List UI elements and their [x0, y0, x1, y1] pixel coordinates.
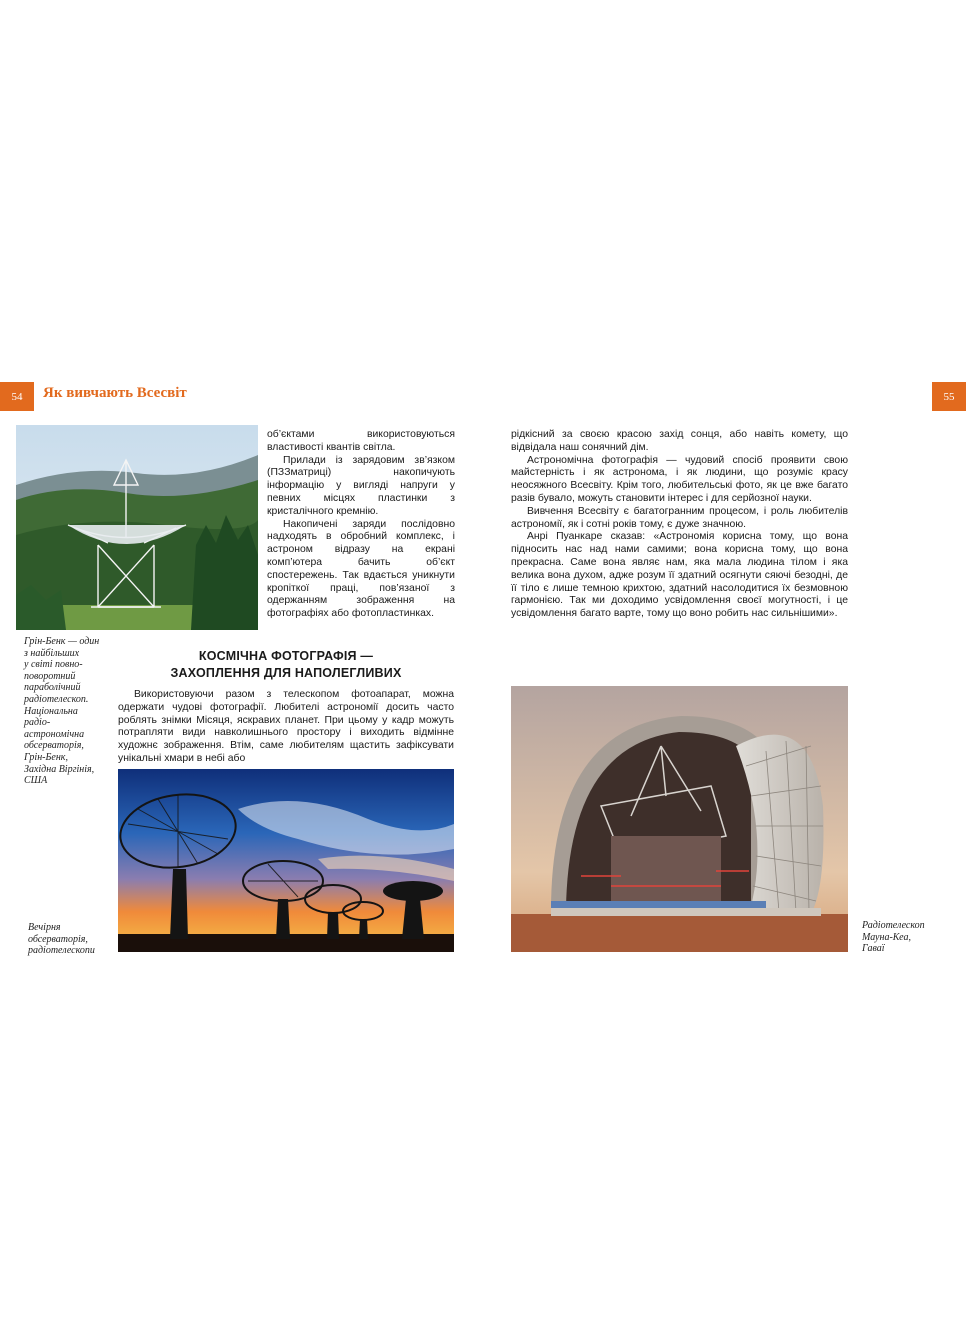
caption-line: Гаваї	[862, 943, 885, 955]
caption-line: Вечірня	[28, 922, 61, 933]
mauna-kea-telescope-photo	[511, 686, 848, 952]
caption-line: параболічний	[24, 682, 81, 694]
caption-evening	[28, 922, 118, 957]
caption-line: Грін-Бенк — один	[24, 636, 100, 647]
paragraph: Накопичені заряди послідовно надходять в обробний комплекс, і астроном відразу на екрані комп’ютера бачить об’єкт спостережень. Так вдається уникнути кропіткої праці, пов’язаної з одержанням зображення на фотографіях або фотопластинках.	[267, 518, 455, 620]
heading-line: КОСМІЧНА ФОТОГРАФІЯ —	[198, 649, 374, 663]
paragraph: Використовуючи разом з телескопом фотоапарат, можна одержати чудові фотографії. Любителі астрономії досить часто роблять знімки Місяця, яскравих планет. При цьому у кадр можуть потрапляти види навколишнього простору і виходить відмінне художнє зображення. Втім, саме любителям щастить зафіксувати унікальні хмари в небі або	[118, 689, 454, 764]
green-bank-telescope-photo	[16, 425, 258, 630]
paragraph: рідкісний за своєю красою захід сонця, або навіть комету, що відвідала наш сонячний дім.	[511, 429, 848, 453]
caption-line: обсерваторія,	[28, 933, 88, 945]
right-column-text	[511, 429, 848, 621]
evening-telescopes-photo	[118, 769, 454, 952]
section-text	[118, 689, 454, 766]
caption-line: з найбільших	[24, 647, 80, 659]
page-number-left: 54	[0, 382, 34, 411]
caption-line: астрономічна	[24, 728, 85, 740]
caption-green-bank	[24, 636, 114, 787]
left-column-text	[267, 429, 455, 621]
caption-line: Західна Віргінія,	[24, 763, 95, 775]
paragraph: об’єктами використовуються властивості квантів світла.	[267, 429, 455, 453]
caption-line: Радіотелескоп	[862, 920, 925, 931]
running-title: Як вивчають Всесвіт	[43, 385, 187, 401]
section-heading	[118, 648, 454, 682]
page-number-right: 55	[932, 382, 966, 411]
heading-line: ЗАХОПЛЕННЯ ДЛЯ НАПОЛЕГЛИВИХ	[170, 666, 402, 680]
caption-line: обсерваторія,	[24, 740, 84, 752]
paragraph: Вивчення Всесвіту є багатогранним процесом, і роль любителів астрономії, як і сотні років тому, є дуже значною.	[511, 505, 848, 530]
caption-line: радіотелескопи	[28, 945, 95, 957]
paragraph: Прилади із зарядовим зв’язком (ПЗЗматриці) накопичують інформацію у вигляді напруги у певних місцях пластинки з кристалічного кремнію.	[267, 454, 455, 517]
paragraph: Анрі Пуанкаре сказав: «Астрономія корисна тому, що вона підносить нас над нами самими; вона корисна тому, що вона прекрасна. Саме вона являє нам, яка мала людина тілом і яка велика вона духом, адже розум її здатний осягнути сяючі безодні, де її тіло є лише темною крихтою, здатний насолодитися їх безмовною гармонією. Так ми доходимо усвідомлення своєї могутності, і це усвідомлення багато варте, тому що воно робить нас сильнішими».	[511, 531, 848, 620]
caption-line: Мауна-Кеа,	[862, 931, 911, 943]
caption-line: поворотний	[24, 670, 76, 682]
caption-line: Національна	[24, 705, 78, 717]
paragraph: Астрономічна фотографія — чудовий спосіб проявити свою майстерність і як астронома, і як людини, що розуміє красу неосяжного Всесвіту. Крім того, любительські фото, як це вже багато разів бувало, можуть становити інтерес і для серйозної науки.	[511, 454, 848, 504]
caption-line: Грін-Бенк,	[24, 751, 68, 763]
caption-mauna-kea	[862, 920, 957, 955]
caption-line: США	[24, 775, 48, 787]
caption-line: радіо-	[24, 717, 51, 729]
caption-line: у світі повно-	[24, 659, 83, 671]
caption-line: радіотелескоп.	[24, 693, 89, 705]
